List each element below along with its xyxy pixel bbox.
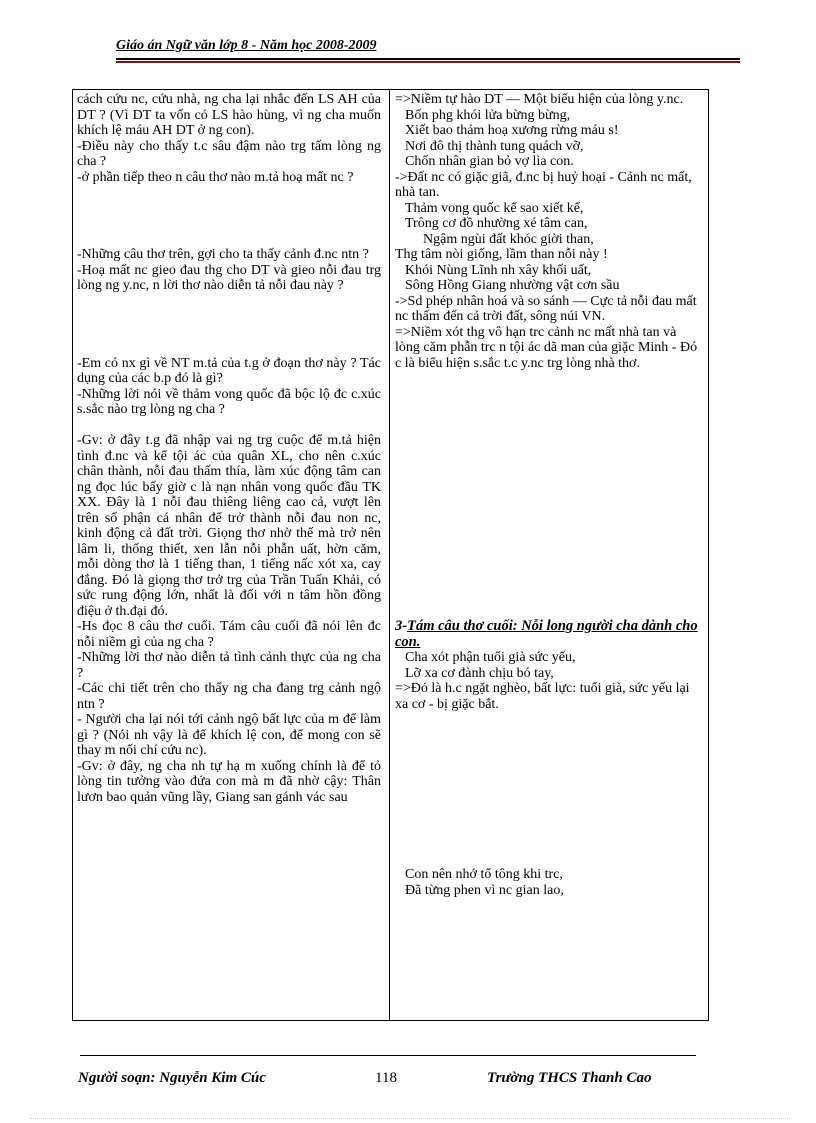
left-paragraph: -ở phần tiếp theo n câu thơ nào m.tả hoạ mất nc ? bbox=[77, 169, 354, 185]
left-paragraph: -Những lời thơ nào diễn tả tình cảnh thực của ng cha ? bbox=[77, 650, 381, 681]
header-rule bbox=[116, 58, 740, 60]
right-line: ->Sd phép nhân hoá và so sánh — Cực tả nỗi đau mất nc thấm đến cả trời đất, sông núi VN. bbox=[395, 293, 697, 324]
page-bottom-border bbox=[30, 1118, 790, 1119]
left-paragraph: - Người cha lại nói tới cảnh ngộ bất lực của m để làm gì ? (Nói nh vậy là để khích lệ con, để mong con sẽ thay m nối chí cứu nc). bbox=[77, 712, 381, 758]
right-line: =>Niềm tự hào DT — Một biểu hiện của lòng y.nc. bbox=[395, 92, 684, 107]
poem-line: Chốn nhân gian bỏ vợ lìa con. bbox=[405, 154, 574, 169]
right-line: ->Đất nc có giặc giã, đ.nc bị huỷ hoại - Cảnh nc mất, nhà tan. bbox=[395, 169, 692, 200]
poem-line: Xiết bao thảm hoạ xương rừng máu s! bbox=[405, 123, 619, 138]
poem-line: Khói Nùng Lĩnh nh xây khối uất, bbox=[405, 262, 592, 278]
footer-school: Trường THCS Thanh Cao bbox=[487, 1070, 652, 1086]
page-number: 118 bbox=[375, 1070, 397, 1086]
left-paragraph: -Những lời nói về thảm vong quốc đã bộc lộ đc c.xúc s.sắc nào trg lòng ng cha ? bbox=[77, 386, 381, 417]
teacher-questions-column bbox=[77, 92, 381, 805]
left-paragraph: -Hoạ mất nc gieo đau thg cho DT và gieo nỗi đau trg lòng ng y.nc, n lời thơ nào diễn tả nỗi đau này ? bbox=[77, 262, 381, 293]
footer-rule bbox=[80, 1055, 696, 1056]
poem-line: Con nên nhớ tổ tông khi trc, bbox=[405, 867, 563, 882]
poem-line: Trông cơ đồ nhường xé tâm can, bbox=[405, 216, 588, 231]
poem-line: Thảm vong quốc kể sao xiết kể, bbox=[405, 200, 584, 216]
answers-column bbox=[395, 92, 701, 898]
footer-author: Người soạn: Nguyễn Kim Cúc bbox=[78, 1070, 266, 1086]
poem-line: Lỡ xa cơ đành chịu bó tay, bbox=[405, 665, 554, 681]
left-paragraph: -Gv: ở đây, ng cha nh tự hạ m xuống chính là để tỏ lòng tin tưởng vào đứa con mà m đã nhờ cậy: Thân lươn bao quản vũng lầy, Giang san gánh vác sau bbox=[77, 758, 381, 805]
section-heading bbox=[395, 618, 701, 650]
poem-line: Thg tâm nòi giống, lầm than nỗi này ! bbox=[395, 247, 608, 262]
poem-line: Sông Hồng Giang nhường vật cơn sầu bbox=[405, 278, 620, 293]
section-heading-text: Tám câu thơ cuối: Nỗi long người cha dành cho con. bbox=[395, 618, 698, 650]
left-paragraph: cách cứu nc, cứu nhà, ng cha lại nhắc đến LS AH của DT ? (Vì DT ta vốn có LS hào hùng, vì ng cha muốn khích lệ máu AH DT ở ng con). bbox=[77, 92, 381, 138]
poem-line: Cha xót phận tuổi già sức yếu, bbox=[405, 650, 576, 665]
left-paragraph: -Em có nx gì về NT m.tả của t.g ở đoạn thơ này ? Tác dụng của các b.p đó là gì? bbox=[77, 355, 381, 386]
right-line: =>Niềm xót thg vô hạn trc cảnh nc mất nhà tan và lòng căm phẫn trc n tội ác dã man của giặc Minh - Đó c là biểu hiện s.sắc t.c y.nc trg lòng nhà thơ. bbox=[395, 324, 698, 371]
poem-line: Nơi đô thị thành tung quách vỡ, bbox=[405, 138, 584, 154]
left-paragraph: -Những câu thơ trên, gợi cho ta thấy cảnh đ.nc ntn ? bbox=[77, 247, 369, 262]
lesson-table bbox=[72, 89, 709, 1021]
document-header-title: Giáo án Ngữ văn lớp 8 - Năm học 2008-2009 bbox=[116, 38, 377, 53]
left-paragraph: -Các chi tiết trên cho thấy ng cha đang trg cảnh ngộ ntn ? bbox=[77, 681, 381, 712]
column-divider bbox=[389, 90, 390, 1020]
section-heading-number: 3- bbox=[395, 618, 408, 634]
poem-line: Bốn phg khói lửa bừng bừng, bbox=[405, 107, 571, 123]
left-paragraph: -Hs đọc 8 câu thơ cuối. Tám câu cuối đã nói lên đc nỗi niềm gì của ng cha ? bbox=[77, 619, 381, 650]
poem-line: Đã từng phen vì nc gian lao, bbox=[405, 882, 564, 898]
right-line: =>Đó là h.c ngặt nghèo, bất lực: tuổi già, sức yếu lại xa cơ - bị giặc bắt. bbox=[395, 681, 690, 712]
left-paragraph: -Điều này cho thấy t.c sâu đậm nào trg tấm lòng ng cha ? bbox=[77, 138, 381, 169]
poem-line: Ngậm ngùi đất khóc giời than, bbox=[423, 231, 594, 247]
header-rule-accent bbox=[116, 61, 740, 63]
left-paragraph: -Gv: ở đây t.g đã nhập vai ng trg cuộc để m.tả hiện tình đ.nc và kể tội ác của quân XL, cho nên c.xúc chân thành, nỗi đau thấm thía, làm xúc động tâm can ng đọc lúc bấy giờ c là nạn nhân vong quốc đầu TK XX. Đây là 1 nỗi đau thiêng liêng cao cả, vượt lên trên số phận cá nhân để trở thành nỗi đau non nc, kinh động cả đất trời. Giọng thơ nhờ thế mà trở nên lâm li, thống thiết, xen lẫn nỗi phẫn uất, hờn căm, mỗi dòng thơ là 1 tiếng than, 1 tiếng nấc xót xa, cay đắng. Đó là giọng thơ trở trg của Trần Tuấn Khải, có sức rung động lớn, nhất là đối với n tâm hồn đồng điệu ở th.đại đó. bbox=[77, 433, 381, 619]
